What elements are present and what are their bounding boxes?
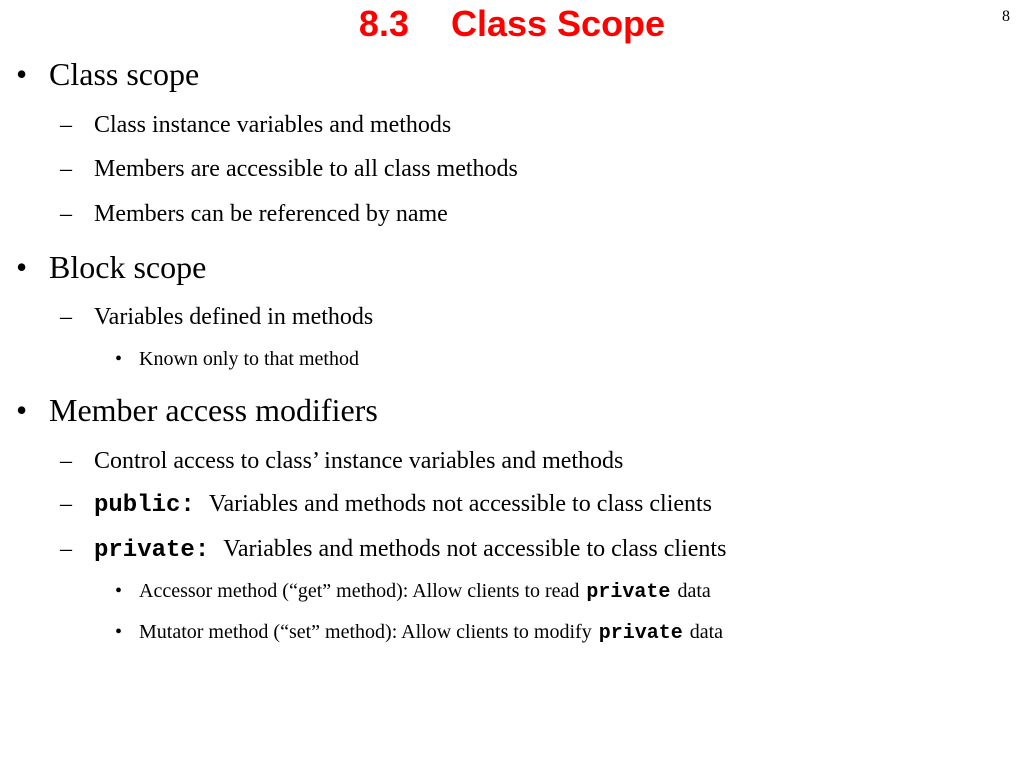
list-item-text: Members are accessible to all class methods <box>94 156 518 182</box>
accessor-suffix: data <box>677 580 711 602</box>
mutator-private-keyword: private <box>598 622 683 645</box>
section-number: 8.3 <box>358 3 409 44</box>
bullet-block-scope-text: Block scope <box>49 249 207 285</box>
private-description: Variables and methods not accessible to class clients <box>223 536 727 562</box>
bullet-block-scope <box>16 248 206 286</box>
public-description: Variables and methods not accessible to class clients <box>208 491 713 517</box>
list-item-text: Class instance variables and methods <box>94 112 452 138</box>
slide-page-number: 8 <box>1002 8 1010 25</box>
bullet-member-access <box>16 391 378 429</box>
slide-title <box>0 2 1024 46</box>
private-keyword: private: <box>94 537 210 564</box>
en-dash-bullet-icon: – <box>60 448 72 474</box>
list-item <box>60 199 448 229</box>
en-dash-bullet-icon: – <box>60 536 72 562</box>
sub-list-item-accessor <box>115 578 711 606</box>
accessor-private-keyword: private <box>586 581 671 604</box>
list-item-text: Members can be referenced by name <box>94 201 448 227</box>
mutator-suffix: data <box>689 621 724 643</box>
bullet-member-access-text: Member access modifiers <box>49 392 378 428</box>
bullet-dot-icon: • <box>16 249 28 285</box>
en-dash-bullet-icon: – <box>60 491 72 517</box>
bullet-dot-icon: • <box>16 392 28 428</box>
list-item-private <box>60 534 726 566</box>
list-item <box>60 302 373 332</box>
bullet-class-scope <box>16 55 199 93</box>
list-item <box>60 110 451 140</box>
bullet-dot-icon: • <box>115 580 123 602</box>
title-text: Class Scope <box>450 3 666 44</box>
en-dash-bullet-icon: – <box>60 304 72 330</box>
list-item-text: Variables defined in methods <box>94 304 374 330</box>
en-dash-bullet-icon: – <box>60 112 72 138</box>
sub-list-item-mutator <box>115 619 723 647</box>
list-item-public <box>60 489 712 521</box>
bullet-class-scope-text: Class scope <box>49 56 200 92</box>
bullet-dot-icon: • <box>115 621 123 643</box>
list-item <box>60 446 623 476</box>
sub-list-item <box>115 346 359 372</box>
mutator-text: Mutator method (“set” method): Allow clients to modify <box>139 621 592 643</box>
en-dash-bullet-icon: – <box>60 201 72 227</box>
list-item-text: Control access to class’ instance variables and methods <box>94 448 624 474</box>
bullet-dot-icon: • <box>115 348 123 370</box>
accessor-text: Accessor method (“get” method): Allow clients to read <box>139 580 580 602</box>
public-keyword: public: <box>94 492 195 519</box>
sub-list-item-text: Known only to that method <box>139 348 359 370</box>
list-item <box>60 154 518 184</box>
en-dash-bullet-icon: – <box>60 156 72 182</box>
bullet-dot-icon: • <box>16 56 28 92</box>
